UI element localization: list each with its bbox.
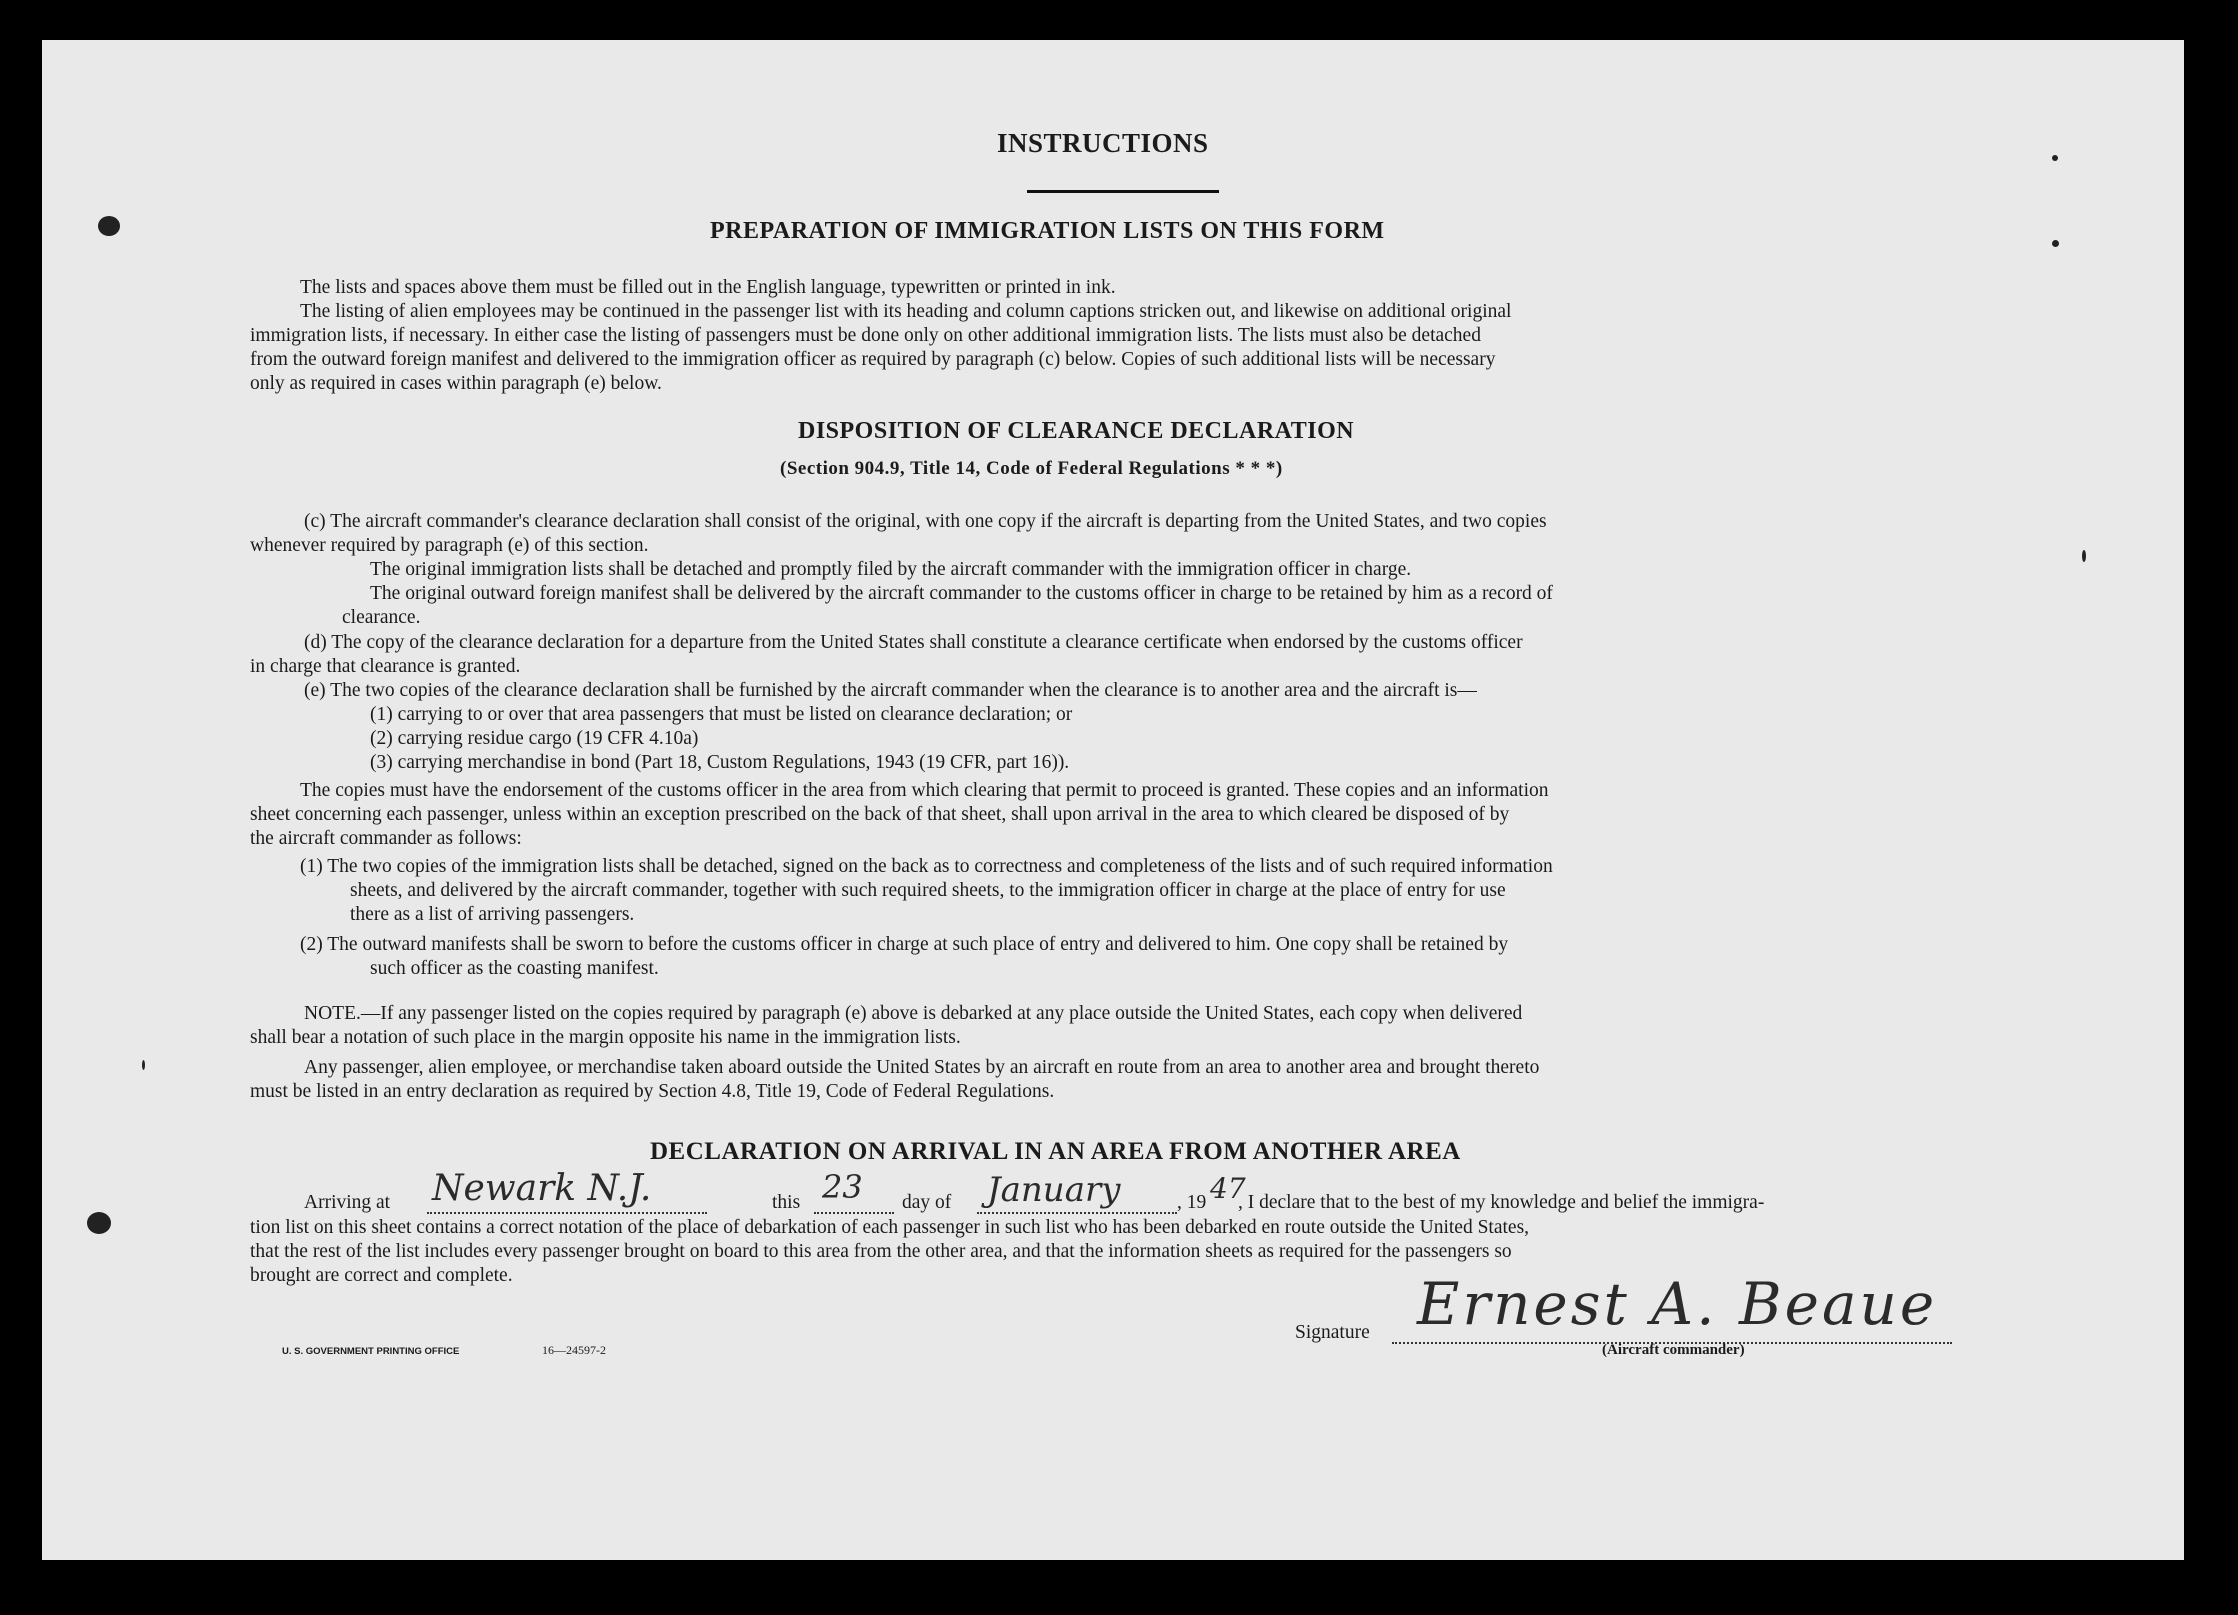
- text-line: shall bear a notation of such place in the margin opposite his name in the immigration lists.: [250, 1027, 961, 1048]
- text-line: that the rest of the list includes every passenger brought on board to this area from the other area, and that the information sheets as required for the passengers so: [250, 1241, 1512, 1262]
- day-of-label: day of: [902, 1192, 952, 1213]
- arriving-blank: [427, 1212, 707, 1214]
- text-line: in charge that clearance is granted.: [250, 656, 521, 677]
- scan-speck: [2052, 155, 2058, 161]
- form-code: 16—24597-2: [542, 1343, 606, 1357]
- month-value: January: [987, 1170, 1121, 1210]
- signature-value: Ernest A. Beaue: [1417, 1270, 1938, 1338]
- text-line: The listing of alien employees may be continued in the passenger list with its heading and column captions stricken out, and likewise on additional original: [300, 301, 1512, 322]
- text-line: Any passenger, alien employee, or merchandise taken aboard outside the United States by an aircraft en route from an area to another area and brought thereto: [304, 1057, 1540, 1078]
- section-heading-declaration: DECLARATION ON ARRIVAL IN AN AREA FROM ANOTHER AREA: [650, 1138, 1461, 1165]
- text-line: (2) The outward manifests shall be sworn to before the customs officer in charge at such place of entry and delivered to him. One copy shall be retained by: [300, 934, 1509, 955]
- text-line: sheets, and delivered by the aircraft commander, together with such required sheets, to the immigration officer in charge at the place of entry for use: [350, 880, 1506, 901]
- day-value: 23: [822, 1168, 863, 1206]
- document-title: INSTRUCTIONS: [997, 128, 1209, 158]
- text-line: only as required in cases within paragraph (e) below.: [250, 373, 662, 394]
- year-value: 47: [1210, 1172, 1246, 1205]
- day-blank: [814, 1212, 894, 1214]
- text-line: tion list on this sheet contains a correct notation of the place of debarkation of each passenger in such list who has been debarked en route outside the United States,: [250, 1217, 1530, 1238]
- text-line: (d) The copy of the clearance declaration for a departure from the United States shall constitute a clearance certificate when endorsed by the customs officer: [304, 632, 1523, 653]
- text-line: clearance.: [342, 607, 421, 628]
- section-citation: (Section 904.9, Title 14, Code of Federal Regulations * * *): [780, 458, 1283, 479]
- text-line: (3) carrying merchandise in bond (Part 18, Custom Regulations, 1943 (19 CFR, part 16)).: [370, 752, 1070, 773]
- text-line: NOTE.—If any passenger listed on the copies required by paragraph (e) above is debarked at any place outside the United States, each copy when delivered: [304, 1003, 1523, 1024]
- printer-name: U. S. GOVERNMENT PRINTING OFFICE: [282, 1346, 460, 1357]
- month-blank: [977, 1212, 1177, 1214]
- arriving-label: Arriving at: [304, 1192, 391, 1213]
- scan-speck: [142, 1060, 145, 1070]
- text-line: there as a list of arriving passengers.: [350, 904, 635, 925]
- text-line: the aircraft commander as follows:: [250, 828, 522, 849]
- title-underline: [1027, 190, 1219, 193]
- scan-speck: [2052, 240, 2059, 247]
- text-line: The original immigration lists shall be detached and promptly filed by the aircraft commander with the immigration officer in charge.: [370, 559, 1412, 580]
- text-line: whenever required by paragraph (e) of this section.: [250, 535, 649, 556]
- text-line: (1) carrying to or over that area passengers that must be listed on clearance declaration; or: [370, 704, 1073, 725]
- year-prefix: , 19: [1177, 1192, 1207, 1213]
- scan-speck: [87, 1212, 111, 1234]
- text-line: such officer as the coasting manifest.: [370, 958, 659, 979]
- text-line: must be listed in an entry declaration as required by Section 4.8, Title 19, Code of Federal Regulations.: [250, 1081, 1055, 1102]
- section-heading-preparation: PREPARATION OF IMMIGRATION LISTS ON THIS FORM: [710, 218, 1385, 244]
- text-line: (1) The two copies of the immigration lists shall be detached, signed on the back as to correctness and completeness of the lists and of such required information: [300, 856, 1553, 877]
- text-line: (2) carrying residue cargo (19 CFR 4.10a): [370, 728, 699, 749]
- signature-caption: (Aircraft commander): [1602, 1342, 1745, 1358]
- document-page: [42, 40, 2184, 1560]
- this-label: this: [772, 1192, 801, 1213]
- scan-speck: [2082, 550, 2086, 562]
- text-line: immigration lists, if necessary. In either case the listing of passengers must be done only on other additional immigration lists. The lists must also be detached: [250, 325, 1481, 346]
- text-line: brought are correct and complete.: [250, 1265, 513, 1286]
- declare-text: , I declare that to the best of my knowledge and belief the immigra-: [1238, 1192, 1765, 1213]
- text-line: (e) The two copies of the clearance declaration shall be furnished by the aircraft commander when the clearance is to another area and the aircraft is—: [304, 680, 1477, 701]
- text-line: sheet concerning each passenger, unless within an exception prescribed on the back of that sheet, shall upon arrival in the area to which cleared be disposed of by: [250, 804, 1510, 825]
- text-line: (c) The aircraft commander's clearance declaration shall consist of the original, with one copy if the aircraft is departing from the United States, and two copies: [304, 511, 1547, 532]
- signature-label: Signature: [1295, 1322, 1370, 1343]
- scan-speck: [98, 216, 120, 236]
- section-heading-disposition: DISPOSITION OF CLEARANCE DECLARATION: [798, 418, 1355, 444]
- text-line: from the outward foreign manifest and delivered to the immigration officer as required by paragraph (c) below. Copies of such additional lists will be necessary: [250, 349, 1496, 370]
- text-line: The lists and spaces above them must be filled out in the English language, typewritten or printed in ink.: [300, 277, 1116, 298]
- arriving-value: Newark N.J.: [432, 1168, 652, 1209]
- text-line: The copies must have the endorsement of the customs officer in the area from which clearing that permit to proceed is granted. These copies and an information: [300, 780, 1549, 801]
- text-line: The original outward foreign manifest shall be delivered by the aircraft commander to the customs officer in charge to be retained by him as a record of: [370, 583, 1553, 604]
